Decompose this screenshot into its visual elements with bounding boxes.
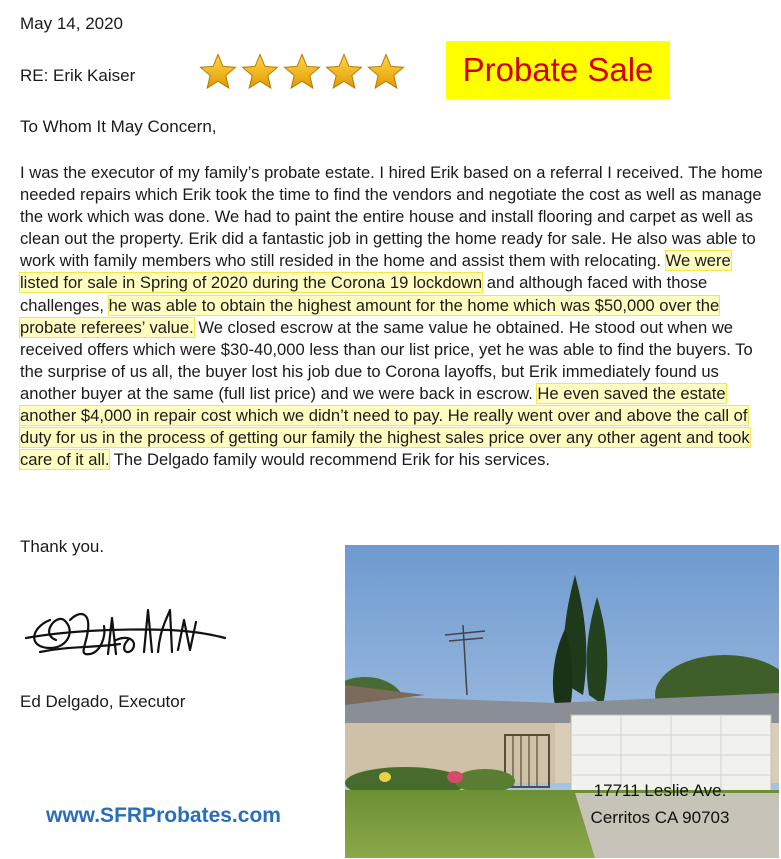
letter-subject: RE: Erik Kaiser [20, 66, 136, 85]
highlighted-text: he was able to obtain the highest amount for the home which was $50,000 over the probate referees’ value. [20, 295, 720, 337]
handwritten-signature [20, 590, 230, 674]
letter-greeting: To Whom It May Concern, [20, 117, 217, 136]
signer-name: Ed Delgado, Executor [20, 692, 186, 711]
body-text: We closed escrow at the same value he obtained. He stood out when we received offers which were $30-40,000 less than our list price, yet he was able to find the buyers. To the surprise of us all, the buyer lost his job due to Corona layoffs, but Erik immediately found us another buyer at the same (full list price) and we were back in escrow. [20, 317, 753, 403]
property-address [570, 777, 750, 831]
highlighted-text: We were listed for sale in Spring of 2020 during the Corona 19 lockdown [20, 251, 731, 293]
star-icon [323, 52, 365, 92]
star-icon [365, 52, 407, 92]
website-link[interactable]: www.SFRProbates.com [46, 804, 281, 827]
letter-body [20, 162, 772, 471]
body-text: I was the executor of my family’s probate estate. I hired Erik based on a referral I received. The home needed repairs which Erik took the time to find the vendors and negotiate the cost as well as manage the work which was done. We had to paint the entire house and install flooring and carpet as well as clean out the property. Erik did a fantastic job in getting the home ready for sale. He also was able to work with family members who still resided in the home and assist them with relocating. [20, 163, 763, 271]
probate-sale-badge: Probate Sale [446, 41, 670, 99]
letter-date: May 14, 2020 [20, 14, 124, 33]
star-icon [239, 52, 281, 92]
five-star-rating [197, 52, 407, 92]
star-icon [197, 52, 239, 92]
address-line-2: Cerritos CA 90703 [590, 808, 730, 827]
body-text: and although faced with those challenges, [20, 273, 708, 315]
address-line-1: 17711 Leslie Ave. [593, 781, 727, 800]
body-text: The Delgado family would recommend Erik for his services. [109, 450, 550, 470]
highlighted-text: He even saved the estate another $4,000 in repair cost which we didn’t need to pay. He really went over and above the call of duty for us in the process of getting our family the highest sales price over any other agent and took care of it all. [20, 383, 750, 470]
letter-closing: Thank you. [20, 537, 105, 556]
star-icon [281, 52, 323, 92]
